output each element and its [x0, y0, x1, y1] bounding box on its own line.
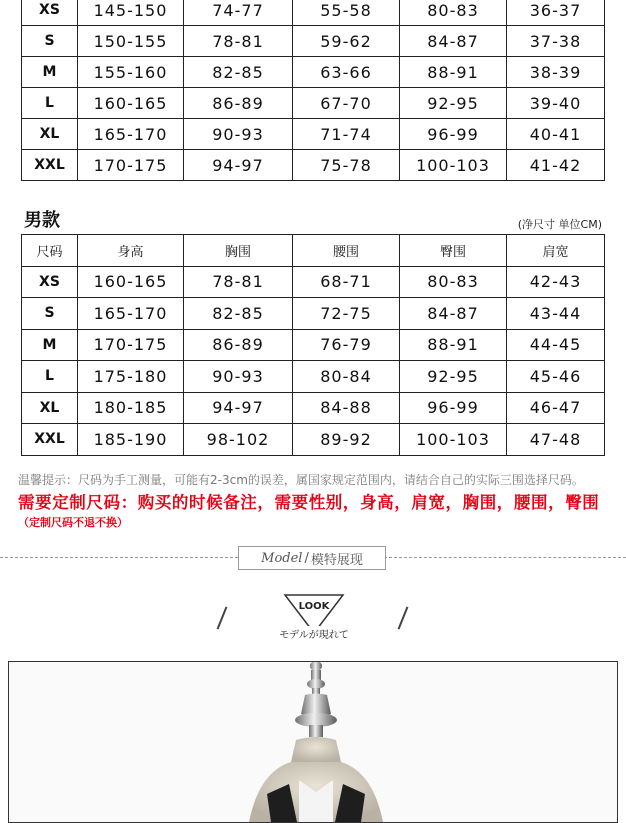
chest-cell: 98-102	[184, 424, 293, 456]
waist-cell: 55-58	[293, 0, 400, 26]
look-subtitle: モデルが現れて	[272, 626, 356, 641]
look-label: LOOK	[298, 601, 330, 612]
height-cell: 180-185	[78, 392, 184, 424]
size-cell: L	[22, 361, 78, 393]
size-cell: M	[22, 57, 78, 88]
header-size: 尺码	[22, 235, 78, 267]
hip-cell: 96-99	[400, 119, 507, 150]
size-cell: XXL	[22, 424, 78, 456]
height-cell: 175-180	[78, 361, 184, 393]
height-cell: 165-170	[78, 298, 184, 330]
chest-cell: 94-97	[184, 150, 293, 181]
slash-left	[217, 606, 228, 629]
divider-left	[0, 557, 238, 558]
hip-cell: 80-83	[400, 266, 507, 298]
model-header-sep: /	[304, 550, 309, 566]
hip-cell: 100-103	[400, 150, 507, 181]
size-cell: XS	[22, 0, 78, 26]
height-cell: 170-175	[78, 150, 184, 181]
model-header-en: Model	[261, 550, 303, 566]
height-cell: 150-155	[78, 26, 184, 57]
chest-cell: 94-97	[184, 392, 293, 424]
model-photo	[8, 661, 618, 823]
hip-cell: 80-83	[400, 0, 507, 26]
chest-cell: 86-89	[184, 88, 293, 119]
chest-cell: 82-85	[184, 298, 293, 330]
hip-cell: 92-95	[400, 88, 507, 119]
shoulder-cell: 44-45	[507, 329, 605, 361]
table-row	[22, 298, 605, 330]
waist-cell: 71-74	[293, 119, 400, 150]
chest-cell: 90-93	[184, 119, 293, 150]
shoulder-cell: 36-37	[507, 0, 605, 26]
hip-cell: 100-103	[400, 424, 507, 456]
size-cell: XXL	[22, 150, 78, 181]
table-row	[22, 424, 605, 456]
divider-right	[384, 557, 626, 558]
height-cell: 145-150	[78, 0, 184, 26]
model-header-cn: 模特展现	[310, 552, 363, 568]
waist-cell: 76-79	[293, 329, 400, 361]
header-height: 身高	[78, 235, 184, 267]
hip-cell: 84-87	[400, 26, 507, 57]
waist-cell: 84-88	[293, 392, 400, 424]
height-cell: 170-175	[78, 329, 184, 361]
shoulder-cell: 43-44	[507, 298, 605, 330]
height-cell: 155-160	[78, 57, 184, 88]
hip-cell: 96-99	[400, 392, 507, 424]
table-row	[22, 57, 605, 88]
waist-cell: 72-75	[293, 298, 400, 330]
size-cell: XL	[22, 392, 78, 424]
height-cell: 165-170	[78, 119, 184, 150]
height-cell: 185-190	[78, 424, 184, 456]
size-cell: S	[22, 298, 78, 330]
waist-cell: 80-84	[293, 361, 400, 393]
table-row	[22, 150, 605, 181]
shoulder-cell: 46-47	[507, 392, 605, 424]
shoulder-cell: 38-39	[507, 57, 605, 88]
size-cell: S	[22, 26, 78, 57]
height-cell: 160-165	[78, 266, 184, 298]
hip-cell: 84-87	[400, 298, 507, 330]
custom-size-notice: 需要定制尺码：购买的时候备注，需要性别，身高，肩宽，胸围，腰围，臀围	[18, 493, 600, 512]
chest-cell: 74-77	[184, 0, 293, 26]
unit-note: (净尺寸 单位CM)	[517, 218, 602, 231]
table-row	[22, 26, 605, 57]
shoulder-cell: 45-46	[507, 361, 605, 393]
waist-cell: 89-92	[293, 424, 400, 456]
shoulder-cell: 39-40	[507, 88, 605, 119]
mannequin-image	[9, 662, 617, 822]
men-section-title: 男款	[24, 210, 60, 231]
table-row	[22, 88, 605, 119]
waist-cell: 67-70	[293, 88, 400, 119]
size-cell: L	[22, 88, 78, 119]
table-header-row	[22, 235, 605, 267]
table-row	[22, 392, 605, 424]
chest-cell: 86-89	[184, 329, 293, 361]
size-cell: XL	[22, 119, 78, 150]
men-size-table	[21, 234, 605, 456]
waist-cell: 59-62	[293, 26, 400, 57]
header-waist: 腰围	[293, 235, 400, 267]
shoulder-cell: 47-48	[507, 424, 605, 456]
size-table-top	[21, 0, 605, 181]
model-section-header	[238, 546, 386, 570]
size-cell: XS	[22, 266, 78, 298]
waist-cell: 63-66	[293, 57, 400, 88]
table-row	[22, 361, 605, 393]
shoulder-cell: 37-38	[507, 26, 605, 57]
waist-cell: 75-78	[293, 150, 400, 181]
header-shoulder: 肩宽	[507, 235, 605, 267]
slash-right	[398, 606, 409, 629]
table-row	[22, 329, 605, 361]
chest-cell: 78-81	[184, 266, 293, 298]
shoulder-cell: 42-43	[507, 266, 605, 298]
measurement-tip: 温馨提示：尺码为手工测量，可能有2-3cm的误差，属国家规定范围内，请结合自己的实际三围选择尺码。	[18, 473, 584, 487]
waist-cell: 68-71	[293, 266, 400, 298]
chest-cell: 90-93	[184, 361, 293, 393]
shoulder-cell: 40-41	[507, 119, 605, 150]
chest-cell: 78-81	[184, 26, 293, 57]
shoulder-cell: 41-42	[507, 150, 605, 181]
height-cell: 160-165	[78, 88, 184, 119]
chest-cell: 82-85	[184, 57, 293, 88]
table-row	[22, 0, 605, 26]
table-row	[22, 119, 605, 150]
size-cell: M	[22, 329, 78, 361]
hip-cell: 88-91	[400, 57, 507, 88]
hip-cell: 92-95	[400, 361, 507, 393]
no-return-note: （定制尺码不退不换）	[18, 516, 128, 529]
header-chest: 胸围	[184, 235, 293, 267]
header-hip: 臀围	[400, 235, 507, 267]
hip-cell: 88-91	[400, 329, 507, 361]
table-row	[22, 266, 605, 298]
